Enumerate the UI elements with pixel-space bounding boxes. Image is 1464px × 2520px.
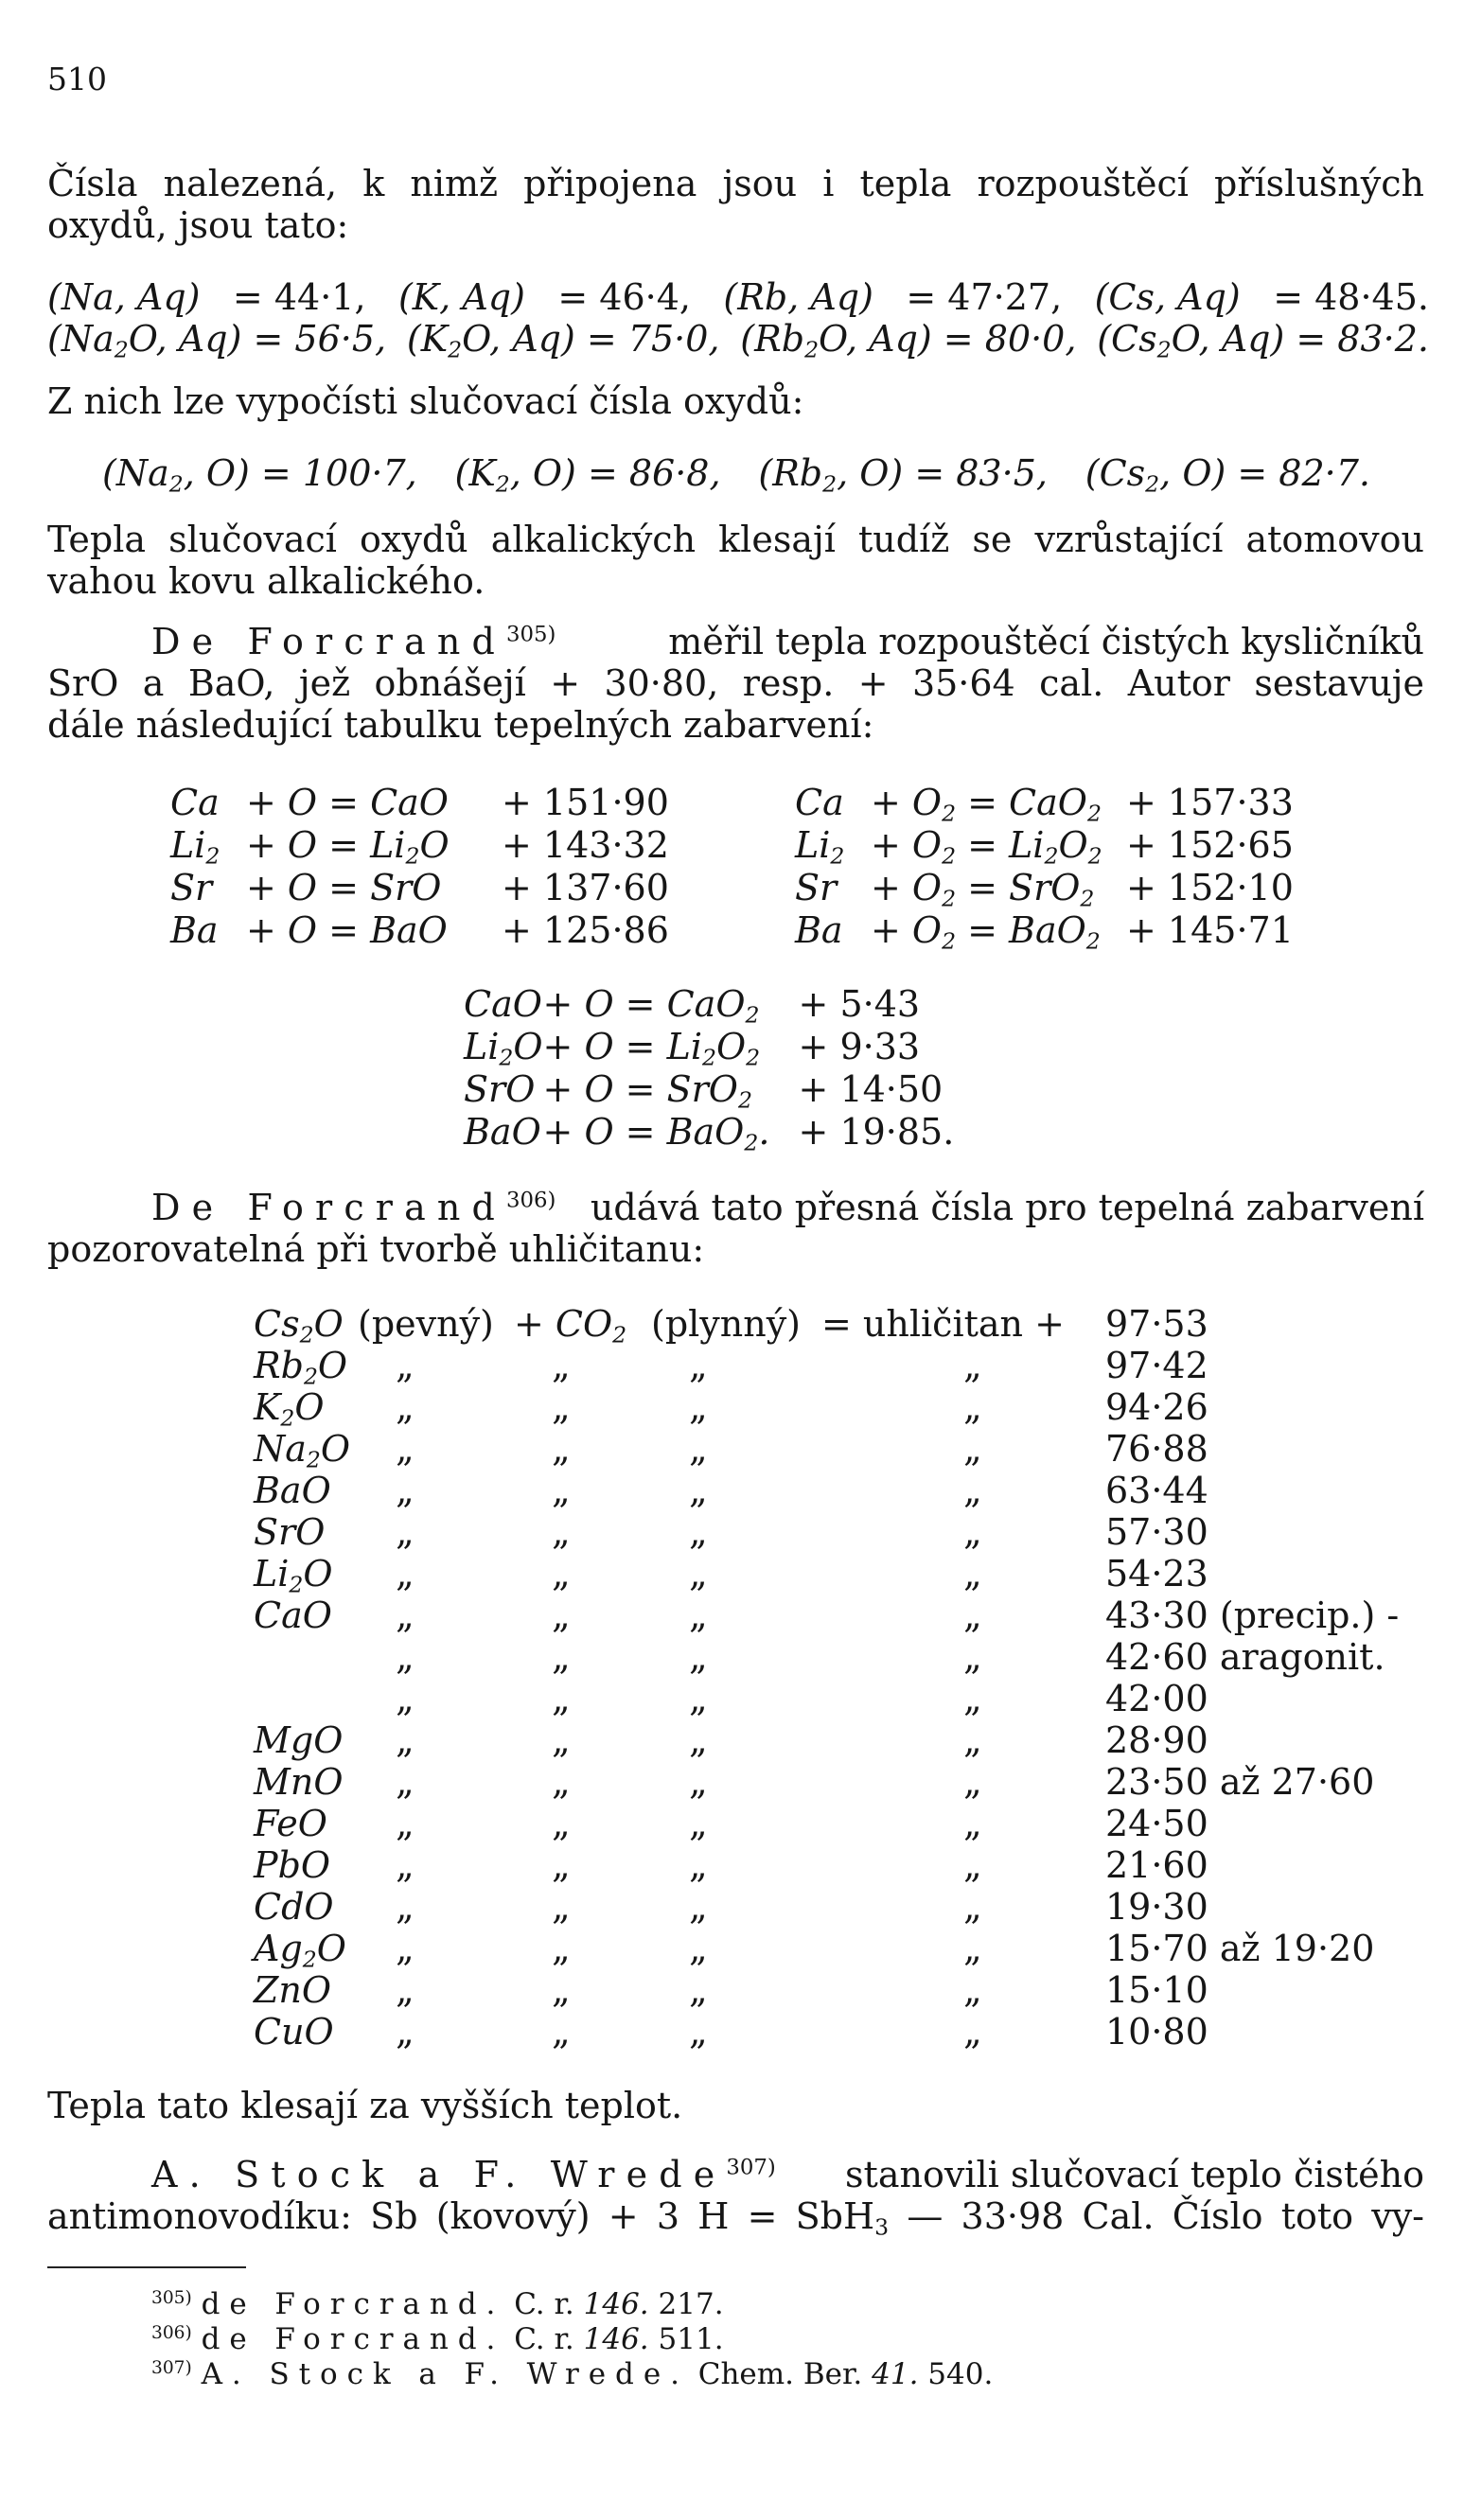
tl-row (170, 823, 669, 866)
tr-a: $Li_2$ (795, 823, 845, 870)
tl-row (170, 866, 669, 908)
tl-b: + $O = Li_2O$ (246, 823, 450, 870)
paragraph-4-rest: měřil tepla rozpouštěcí čistých kysličníků (668, 621, 1424, 662)
carbonate-row-oxide (254, 1678, 358, 1719)
form-rb: ($Rb_2$, O) = 83·5, (758, 452, 1048, 498)
footnote (151, 2358, 993, 2390)
paragraph-7-rest: stanovili slučovací teplo čistého (845, 2154, 1424, 2195)
carbonate-row-value: 21·60 (1105, 1844, 1208, 1886)
tm-b: + $O = Li_2O_2$ (542, 1025, 761, 1071)
tl-b: + O = SrO (246, 866, 442, 908)
footnote-page: 511. (658, 2322, 724, 2356)
footnote-number: 306) (151, 2322, 192, 2343)
carbonate-row-oxide: $Li_2O$ (254, 1553, 333, 1598)
ditto-mark: „ (689, 1345, 708, 1386)
carbonate-row-value: 10·80 (1105, 2011, 1208, 2053)
thermo-table-right (795, 781, 1294, 955)
ditto-mark: „ (963, 1678, 982, 1719)
carbonate-row-value: 19·30 (1105, 1886, 1208, 1928)
sol-k2o: ($K_2O$, Aq) = 75·0, (406, 318, 720, 363)
ditto-mark: „ (396, 1386, 415, 1428)
ditto-mark: „ (396, 1969, 415, 2011)
footnote-volume: 41. (872, 2357, 919, 2391)
carbonate-row-oxide: MgO (254, 1719, 344, 1761)
sol-k-val: = 46·4, (557, 276, 691, 318)
carbonate-row (254, 1761, 1399, 1803)
footnote-author: A. Stock a F. Wrede. (201, 2357, 689, 2391)
carbonate-row-value: 15·10 (1105, 1969, 1208, 2011)
tr-v: + 152·65 (1126, 823, 1294, 866)
carbonate-row-oxide: CdO (254, 1886, 334, 1928)
author-de-forcrand-306: De Forcrand$^{306)}$ (151, 1187, 556, 1228)
form-na: ($Na_2$, O) = 100·7, (102, 452, 417, 498)
paragraph-5-line-1 (151, 1187, 1424, 1228)
tm-b: + O = SrO$_2$ (542, 1067, 752, 1114)
paragraph-2: Z nich lze vypočísti slučovací čísla oxydů: (47, 380, 804, 422)
tr-v: + 145·71 (1126, 908, 1294, 951)
tm-b: + O = CaO$_2$ (542, 982, 760, 1029)
carbonate-row (254, 1386, 1399, 1428)
sol-rb2o: ($Rb_2O$, Aq) = 80·0, (740, 318, 1077, 363)
ditto-mark: „ (963, 1511, 982, 1553)
ditto-mark: „ (689, 1511, 708, 1553)
carbonate-row-value: 24·50 (1105, 1803, 1208, 1844)
tm-a: CaO (464, 982, 542, 1025)
footnote-number: 307) (151, 2357, 192, 2378)
tr-b: + $O_2 = BaO_2$ (871, 908, 1101, 955)
ditto-mark: „ (552, 1969, 571, 2011)
sol-cs-val: = 48·45. (1273, 276, 1429, 318)
ditto-mark: „ (552, 1636, 571, 1678)
carbonate-row-oxide: SrO (254, 1511, 326, 1553)
ditto-mark: „ (963, 1470, 982, 1511)
paragraph-4-line-3: dále následující tabulku tepelných zabarvení: (47, 704, 874, 746)
ditto-mark: „ (552, 1886, 571, 1928)
ditto-mark: „ (689, 1386, 708, 1428)
ditto-mark: „ (396, 1511, 415, 1553)
ditto-mark: „ (396, 1595, 415, 1636)
paragraph-6: Tepla tato klesají za vyšších teplot. (47, 2085, 683, 2126)
tm-a: SrO (464, 1067, 536, 1110)
page-number: 510 (47, 61, 107, 97)
footnote (151, 2288, 724, 2320)
carbonate-row-oxide: CaO (254, 1595, 332, 1636)
tm-row (464, 1067, 954, 1110)
paragraph-1-line-2: oxydů, jsou tato: (47, 204, 349, 246)
tm-row (464, 1110, 954, 1153)
solution-heats-row-1 (47, 276, 1429, 318)
ditto-mark: „ (963, 1886, 982, 1928)
ditto-mark: „ (963, 1636, 982, 1678)
tr-a: Ba (795, 908, 843, 951)
ditto-mark: „ (963, 2011, 982, 2053)
ditto-mark: „ (963, 1969, 982, 2011)
sol-rb-val: = 47·27, (906, 276, 1063, 318)
carbonate-state-solid: (pevný) (358, 1303, 494, 1345)
ditto-mark: „ (552, 1928, 571, 1969)
ditto-mark: „ (552, 1470, 571, 1511)
ditto-mark: „ (396, 2011, 415, 2053)
carbonate-row (254, 1428, 1399, 1470)
carbonate-header-row (254, 1303, 1399, 1345)
sol-na-val: = 44·1, (232, 276, 366, 318)
footnote-volume: 146. (583, 2322, 649, 2356)
ditto-mark: „ (396, 1636, 415, 1678)
author-de-forcrand-305: De Forcrand$^{305)}$ (151, 621, 556, 662)
tl-v: + 151·90 (502, 781, 669, 823)
ditto-mark: „ (963, 1803, 982, 1844)
carbonate-value: 97·53 (1105, 1303, 1208, 1345)
ditto-mark: „ (552, 1803, 571, 1844)
form-cs: ($Cs_2$, O) = 82·7. (1085, 452, 1370, 498)
tm-v: + 19·85. (798, 1110, 955, 1153)
ditto-mark: „ (396, 1928, 415, 1969)
tr-b: + $O_2 = SrO_2$ (871, 866, 1095, 912)
sol-rb: (Rb, Aq) (723, 276, 873, 318)
carbonate-row-value: 15·70 až 19·20 (1105, 1928, 1375, 1969)
ditto-mark: „ (552, 1761, 571, 1803)
ditto-mark: „ (963, 1761, 982, 1803)
ditto-mark: „ (963, 1844, 982, 1886)
ditto-mark: „ (689, 1719, 708, 1761)
footnote-source: C. r. (514, 2322, 574, 2356)
ditto-mark: „ (689, 1428, 708, 1470)
tm-row (464, 1025, 954, 1067)
paragraph-3-line-2: vahou kovu alkalického. (47, 560, 485, 602)
carbonate-row-oxide: MnO (254, 1761, 344, 1803)
sol-na: (Na, Aq) (47, 276, 201, 318)
ditto-mark: „ (396, 1803, 415, 1844)
tl-a: Ba (170, 908, 219, 951)
carbonate-row-value: 23·50 až 27·60 (1105, 1761, 1375, 1803)
carbonate-row (254, 1678, 1399, 1719)
ditto-mark: „ (552, 1428, 571, 1470)
carbonate-row-value: 42·00 (1105, 1678, 1208, 1719)
footnote-number: 305) (151, 2287, 192, 2308)
ditto-mark: „ (963, 1386, 982, 1428)
tl-b: + O = CaO (246, 781, 449, 823)
tm-a: $Li_2O$ (464, 1025, 543, 1071)
ditto-mark: „ (552, 1345, 571, 1386)
paragraph-4-line-1 (151, 621, 1424, 662)
ditto-mark: „ (963, 1428, 982, 1470)
ditto-mark: „ (552, 1511, 571, 1553)
ditto-mark: „ (689, 1886, 708, 1928)
tr-row (795, 823, 1294, 866)
carbonate-row (254, 1803, 1399, 1844)
carbonate-row-oxide: $K_2O$ (254, 1386, 325, 1432)
paragraph-5-rest: udává tato přesná čísla pro tepelná zabarvení (590, 1187, 1424, 1228)
tl-a: $Li_2$ (170, 823, 220, 870)
ditto-mark: „ (689, 2011, 708, 2053)
ditto-mark: „ (396, 1886, 415, 1928)
ditto-mark: „ (552, 2011, 571, 2053)
carbonate-row (254, 1719, 1399, 1761)
sol-cs2o: ($Cs_2O$, Aq) = 83·2. (1097, 318, 1429, 363)
thermo-table-left (170, 781, 669, 951)
tm-v: + 9·33 (798, 1025, 921, 1067)
ditto-mark: „ (689, 1803, 708, 1844)
formation-heats (102, 452, 1370, 498)
ditto-mark: „ (689, 1969, 708, 2011)
carbonate-row (254, 1470, 1399, 1511)
tr-b: + $O_2 = Li_2O_2$ (871, 823, 1102, 870)
footnote-divider (47, 2266, 246, 2268)
ditto-mark: „ (689, 1553, 708, 1595)
carbonate-table (254, 1303, 1399, 2053)
ditto-mark: „ (963, 1553, 982, 1595)
paragraph-7-line-2: antimonovodíku: Sb (kovový) + 3 H = SbH$_3$ — 33·98 Cal. Číslo toto vy- (47, 2195, 1424, 2241)
ditto-mark: „ (552, 1595, 571, 1636)
tr-v: + 152·10 (1126, 866, 1294, 908)
carbonate-row-oxide: CuO (254, 2011, 334, 2053)
solution-heats-row-2 (47, 318, 1429, 363)
footnote-author: de Forcrand. (201, 2287, 505, 2321)
tm-b: + O = BaO$_2$. (542, 1110, 770, 1156)
tr-row (795, 781, 1294, 823)
ditto-mark: „ (552, 1678, 571, 1719)
footnote-author: de Forcrand. (201, 2322, 505, 2356)
ditto-mark: „ (396, 1678, 415, 1719)
tr-row (795, 866, 1294, 908)
ditto-mark: „ (396, 1553, 415, 1595)
ditto-mark: „ (396, 1470, 415, 1511)
carbonate-row (254, 1844, 1399, 1886)
carbonate-row-oxide: $Rb_2O$ (254, 1345, 348, 1390)
tl-v: + 143·32 (502, 823, 669, 866)
carbonate-row (254, 1928, 1399, 1969)
carbonate-product: = uhličitan + (821, 1303, 1065, 1345)
ditto-mark: „ (689, 1761, 708, 1803)
paragraph-1-line-1: Čísla nalezená, k nimž připojena jsou i tepla rozpouštěcí příslušných (47, 163, 1424, 204)
sol-cs: (Cs, Aq) (1094, 276, 1241, 318)
carbonate-row (254, 1636, 1399, 1678)
ditto-mark: „ (963, 1719, 982, 1761)
carbonate-row (254, 1969, 1399, 2011)
tr-b: + $O_2 = CaO_2$ (871, 781, 1102, 827)
carbonate-row-value: 43·30 (precip.) - (1105, 1595, 1400, 1636)
tm-row (464, 982, 954, 1025)
ditto-mark: „ (552, 1553, 571, 1595)
paragraph-7-line-1 (151, 2154, 1424, 2195)
ditto-mark: „ (963, 1345, 982, 1386)
footnote-source: Chem. Ber. (697, 2357, 863, 2391)
carbonate-row-value: 97·42 (1105, 1345, 1208, 1386)
footnote (151, 2323, 724, 2355)
carbonate-row-value: 63·44 (1105, 1470, 1208, 1511)
form-k: ($K_2$, O) = 86·8, (454, 452, 721, 498)
carbonate-row-oxide: PbO (254, 1844, 331, 1886)
carbonate-row-oxide: FeO (254, 1803, 327, 1844)
footnote-page: 540. (927, 2357, 994, 2391)
carbonate-row (254, 1511, 1399, 1553)
carbonate-row-value: 54·23 (1105, 1553, 1208, 1595)
carbonate-row-value: 76·88 (1105, 1428, 1208, 1470)
tl-a: Ca (170, 781, 220, 823)
carbonate-row (254, 2011, 1399, 2053)
ditto-mark: „ (396, 1719, 415, 1761)
carbonate-row (254, 1553, 1399, 1595)
thermo-table-middle (464, 982, 955, 1156)
carbonate-row-oxide: BaO (254, 1470, 331, 1511)
tm-v: + 5·43 (798, 982, 921, 1025)
carbonate-row (254, 1886, 1399, 1928)
carbonate-row-value: 42·60 aragonit. (1105, 1636, 1385, 1678)
carbonate-row-oxide: ZnO (254, 1969, 332, 2011)
tr-v: + 157·33 (1126, 781, 1294, 823)
ditto-mark: „ (552, 1844, 571, 1886)
tr-a: Ca (795, 781, 844, 823)
footnote-source: C. r. (514, 2287, 574, 2321)
carbonate-row-value: 94·26 (1105, 1386, 1208, 1428)
tm-a: BaO (464, 1110, 541, 1153)
carbonate-row-oxide: $Na_2O$ (254, 1428, 351, 1473)
ditto-mark: „ (689, 1636, 708, 1678)
tl-row (170, 781, 669, 823)
footnote-volume: 146. (583, 2287, 649, 2321)
footnote-page: 217. (658, 2287, 724, 2321)
ditto-mark: „ (689, 1928, 708, 1969)
carbonate-row (254, 1345, 1399, 1386)
ditto-mark: „ (396, 1844, 415, 1886)
ditto-mark: „ (689, 1595, 708, 1636)
carbonate-row (254, 1595, 1399, 1636)
carbonate-row-oxide: $Ag_2O$ (254, 1928, 346, 1973)
ditto-mark: „ (689, 1844, 708, 1886)
carbonate-oxide: $Cs_2O$ (254, 1303, 344, 1348)
carbonate-co2: + $CO_2$ (514, 1303, 627, 1348)
carbonate-row-value: 57·30 (1105, 1511, 1208, 1553)
carbonate-row-value: 28·90 (1105, 1719, 1208, 1761)
ditto-mark: „ (396, 1345, 415, 1386)
tm-v: + 14·50 (798, 1067, 944, 1110)
ditto-mark: „ (396, 1428, 415, 1470)
tl-row (170, 908, 669, 951)
tr-row (795, 908, 1294, 951)
tl-v: + 125·86 (502, 908, 669, 951)
sol-na2o: ($Na_2O$, Aq) = 56·5, (47, 318, 387, 363)
tl-a: Sr (170, 866, 213, 908)
ditto-mark: „ (963, 1595, 982, 1636)
paragraph-5-line-2: pozorovatelná při tvorbě uhličitanu: (47, 1228, 705, 1270)
ditto-mark: „ (552, 1719, 571, 1761)
tl-b: + O = BaO (246, 908, 448, 951)
tr-a: Sr (795, 866, 838, 908)
ditto-mark: „ (689, 1678, 708, 1719)
sol-k: (K, Aq) (397, 276, 525, 318)
paragraph-3-line-1: Tepla slučovací oxydů alkalických klesají tudíž se vzrůstající atomovou (47, 519, 1424, 560)
ditto-mark: „ (552, 1386, 571, 1428)
carbonate-state-gas: (plynný) (651, 1303, 802, 1345)
ditto-mark: „ (963, 1928, 982, 1969)
carbonate-row-oxide (254, 1636, 358, 1678)
author-stock-wrede-307: A. Stock a F. Wrede$^{307)}$ (151, 2154, 776, 2195)
ditto-mark: „ (689, 1470, 708, 1511)
paragraph-4-line-2: SrO a BaO, jež obnášejí + 30·80, resp. + 35·64 cal. Autor sestavuje (47, 662, 1424, 704)
ditto-mark: „ (396, 1761, 415, 1803)
tl-v: + 137·60 (502, 866, 669, 908)
